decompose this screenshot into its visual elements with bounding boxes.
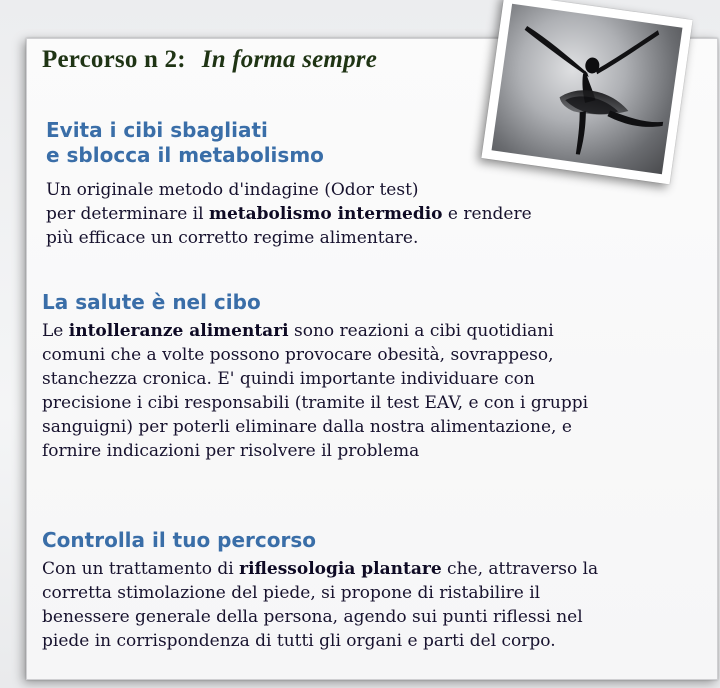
section-heading	[46, 118, 324, 168]
body-line: benessere generale della persona, agendo sui punti riflessi nel	[42, 607, 583, 627]
heading-line: Evita i cibi sbagliati	[46, 118, 268, 142]
body-line: più efficace un corretto regime alimentare.	[46, 228, 419, 248]
section-body	[42, 319, 588, 463]
heading-line: La salute è nel cibo	[42, 290, 261, 314]
title-main: Percorso n 2:	[42, 46, 186, 73]
ballerina-image	[492, 4, 683, 174]
body-line: Un originale metodo d'indagine (Odor test)	[46, 180, 419, 200]
body-line: stanchezza cronica. E' quindi importante individuare con	[42, 369, 535, 389]
section-body	[46, 178, 532, 250]
ballerina-photo	[481, 0, 692, 184]
page-title	[42, 46, 377, 74]
section-body	[42, 557, 598, 653]
body-line: fornire indicazioni per risolvere il problema	[42, 441, 420, 461]
body-line: corretta stimolazione del piede, si propone di ristabilire il	[42, 583, 541, 603]
ballerina-silhouette-icon	[492, 4, 683, 174]
body-line: comuni che a volte possono provocare obesità, sovrappeso,	[42, 345, 554, 365]
body-line: sanguigni) per poterli eliminare dalla nostra alimentazione, e	[42, 417, 572, 437]
title-subtitle: In forma sempre	[201, 46, 377, 73]
body-line: Con un trattamento di riflessologia plantare che, attraverso la	[42, 559, 599, 579]
keyword-metabolismo: metabolismo intermedio	[208, 204, 443, 224]
body-line: piede in corrispondenza di tutti gli organi e parti del corpo.	[42, 631, 556, 651]
heading-line: e sblocca il metabolismo	[46, 143, 324, 167]
body-line: precisione i cibi responsabili (tramite il test EAV, e con i gruppi	[42, 393, 589, 413]
keyword-intolleranze: intolleranze alimentari	[68, 321, 289, 341]
heading-line: Controlla il tuo percorso	[42, 528, 317, 552]
section-heading	[42, 290, 261, 315]
keyword-riflessologia: riflessologia plantare	[239, 559, 442, 579]
body-line: Le intolleranze alimentari sono reazioni a cibi quotidiani	[42, 321, 554, 341]
section-heading	[42, 528, 316, 553]
body-line: per determinare il metabolismo intermedio e rendere	[46, 204, 532, 224]
